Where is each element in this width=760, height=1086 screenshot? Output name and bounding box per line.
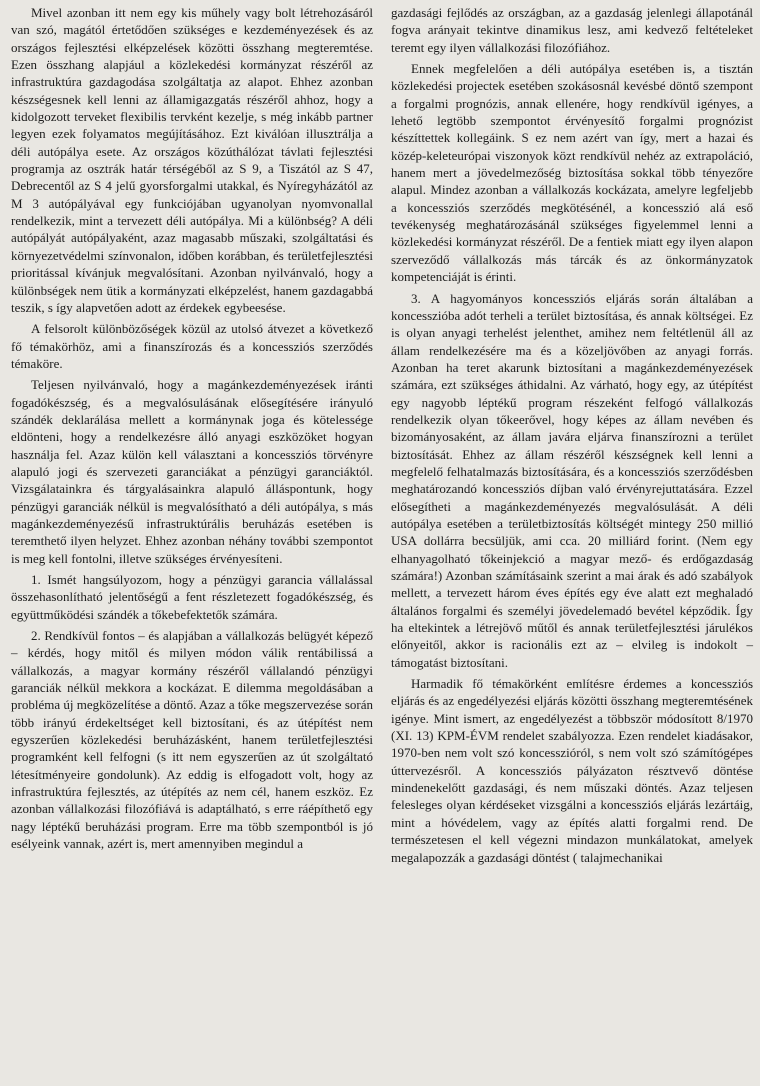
left-column — [11, 4, 373, 870]
paragraph: Ennek megfelelően a déli autópálya esetében is, a tisztán közlekedési projectek esetében szokásosnál kevésbé döntő szempont a forgalmi prognózis, annak ellenére, hogy rendkívül igényes, a lehető legtöbb szempontot érvényesítő forgalmi prognózist készíttettek kollegáink. S ez nem azért van így, mert a hazai és közép-keleteurópai viszonyok közt rendkívül nehéz az extrapoláció, hanem mert a jövedelmezőség biztosítása sokkal több tényezőre alapul. Mindez azonban a vállalkozás kockázata, amelyre legfeljebb a koncessziós szerződés megkötésénél, a koncesszió alá eső tevékenység meghatározásánál szükséges figyelemmel lenni a közlekedési kormányzat részéről. De a fentiek miatt egy ilyen alapon szerveződő vállalkozás más tárcák és az önkormányzatok kompetenciáját is érinti. — [391, 61, 753, 285]
paragraph: Mivel azonban itt nem egy kis műhely vagy bolt létrehozásáról van szó, magától értetődően szükséges e kezdeményezések és az országos fejlesztési elképzelések közötti összhang megteremtése. Ezen összhang alapjául a közlekedési kormányzat részéről az infrastruktúra gazdagodása szolgáltatja az alapot. Ehhez azonban készségesnek kell lenni az államigazgatás részéről ahhoz, hogy a kidolgozott terveket flexibilis tervként kezelje, s még inkább partner legyen ezek folyamatos megújításához. Ezt kiválóan illusztrálja a déli autópálya esete. Az országos közúthálózat távlati fejlesztési programja az osztrák határ térségéből az S 9, a Tiszától az S 47, Debrecentől az S 4 jelű gyorsforgalmi utakkal, és Nyíregyházától az M 3 autópályával egy funkciójában ugyanolyan nyomvonallal rendelkezik, mint a tervezett déli autópálya. Mi a különbség? A déli autópályát autópályaként, azaz magasabb műszaki, szolgáltatási és környezetvédelmi színvonalon, időben korábban, és területfejlesztési prioritással kívánjuk megvalósítani. Azonban nyilvánvaló, hogy a különbségek nem ütik a kormányzati elképzelést, hanem gazdagabbá teszik, s így alapvetően adott az érdekek egybeesése. — [11, 5, 373, 315]
paragraph: 1. Ismét hangsúlyozom, hogy a pénzügyi garancia vállalással összehasonlítható jelentőségű a fent részletezett fogadókészség, és együttműködési szándék a tőkebefektetők számára. — [11, 572, 373, 622]
paragraph: 2. Rendkívül fontos – és alapjában a vállalkozás belügyét képező – kérdés, hogy mitől és milyen módon válik rentábilissá a vállalkozás, a magyar kormány részéről vállalandó pénzügyi garanciák nélkül mekkora a kockázat. E dilemma megoldásában a probléma új megközelítése a döntő. Azaz a tőke megszervezése során több irányú érdekeltséget kell biztosítani, és az útépítést nem egyszerűen közlekedési beruházásként, hanem területfejlesztési programként kell felfogni (s itt nem egyszerűen az út szolgáltató létesítményeire gondolunk). Az eddig is elfogadott volt, hogy az infrastruktúra fejlesztés, az útépítés az nem cél, hanem eszköz. Ez azonban vállalkozási filozófiává is adaptálható, s erre ráépíthető egy nagy léptékű beruházási program. Erre ma több szempontból is jó esélyeink vannak, azért is, mert amennyiben megindul a — [11, 628, 373, 852]
paragraph: 3. A hagyományos koncessziós eljárás során általában a koncesszióba adót terheli a terület biztosítása, és annak költségei. Ez is olyan anyagi terhelést jelenthet, amihez nem feltétlenül áll az állam rendelkezésére ma és a közeljövőben az anyagi forrás. Azonban ha teret akarunk biztosítani a magánkezdeményezések számára, ezt szükséges áthidalni. Az várható, hogy egy, az útépítést egy nagyobb léptékű program részeként felfogó vállalkozás rendelkezik olyan tőkeerővel, hogy képes az állam nevében és bizományosaként, az állam javára eljárva finanszírozni a terület biztosítását. Ehhez az állam részéről készségnek kell lenni a megfelelő felhatalmazás biztosítására, és a koncessziós szerződésben meghatározandó koncessziós díjban való érvényrejuttatására. Ezzel elősegítheti a magánkezdeményezés megvalósulását. A déli autópálya esetében a területbiztosítás költségét mintegy 250 millió USA dollárra becsüljük, ami cca. 20 milliárd forint. (Nem egy elhanyagolható tőkeinjekció a magyar mező- és erdőgazdaság számára!) Azonban számításaink szerint a mai árak és adó szabályok mellett, a tervezett három éves építés egy éve alatt ezt meghaladó általános forgalmi és személyi jövedelemadó bevétel képződik. Így ha eltekintek a létrejövő műtől és annak területfejlesztési járulékos előnyeitől, akkor is racionális ezt az – elvileg is indokolt – támogatást biztosítani. — [391, 290, 753, 670]
paragraph: A felsorolt különbözőségek közül az utolsó átvezet a következő fő témakörhöz, ami a finanszírozás és a koncessziós szerződés témaköre. — [11, 321, 373, 371]
right-column — [391, 4, 753, 870]
paragraph: Teljesen nyilvánvaló, hogy a magánkezdeményezések iránti fogadókészség, és a megvalósulásának elősegítésére irányuló szándék deklarálása mellett a kormánynak joga és kötelessége eldönteni, hogy a rendelkezésre álló anyagi eszközöket hogyan használja fel. Azaz külön kell választani a koncessziós törvényre alapuló jogi és szervezeti garanciákat a pénzügyi garanciáktól. Vizsgálatainkra és tárgyalásainkra alapuló álláspontunk, hogy pénzügyi garanciák nélkül is megvalósítható a déli autópálya, s más magánkezdeményezésű infrastruktúrális beruházás esetében is teremthető ilyen helyzet. Ehhez azonban néhány további szempontot is meg kell fontolni, illetve szükséges érvényesíteni. — [11, 377, 373, 566]
paragraph: Harmadik fő témakörként említésre érdemes a koncessziós eljárás és az engedélyezési eljárás közötti összhang megteremtésének igénye. Mint ismert, az engedélyezést a többször módosított 8/1970 (XI. 13) KPM-ÉVM rendelet szabályozza. Ezen rendelet kiadásakor, 1970-ben nem volt szó koncesszióról, s nem volt szó számítógépes úttervezésről. A koncessziós pályázaton résztvevő döntése mindenekelőtt gazdasági, és nem műszaki döntés. Azaz teljesen felesleges olyan kérdéseket vizsgálni a koncessziós eljárás lezártáig, mint a hóvédelem, vagy az építés alatti forgalmi rend. De természetesen el kell végezni mindazon munkálatokat, amelyek megalapozzák a gazdasági döntést ( talajmechanikai — [391, 676, 753, 865]
paragraph-continued: gazdasági fejlődés az országban, az a gazdaság jelenlegi állapotánál fogva arányait tekintve dinamikus lesz, ami kedvező feltételeket teremt egy ilyen vállalkozási filozófiához. — [391, 5, 753, 55]
text-columns — [11, 4, 753, 870]
